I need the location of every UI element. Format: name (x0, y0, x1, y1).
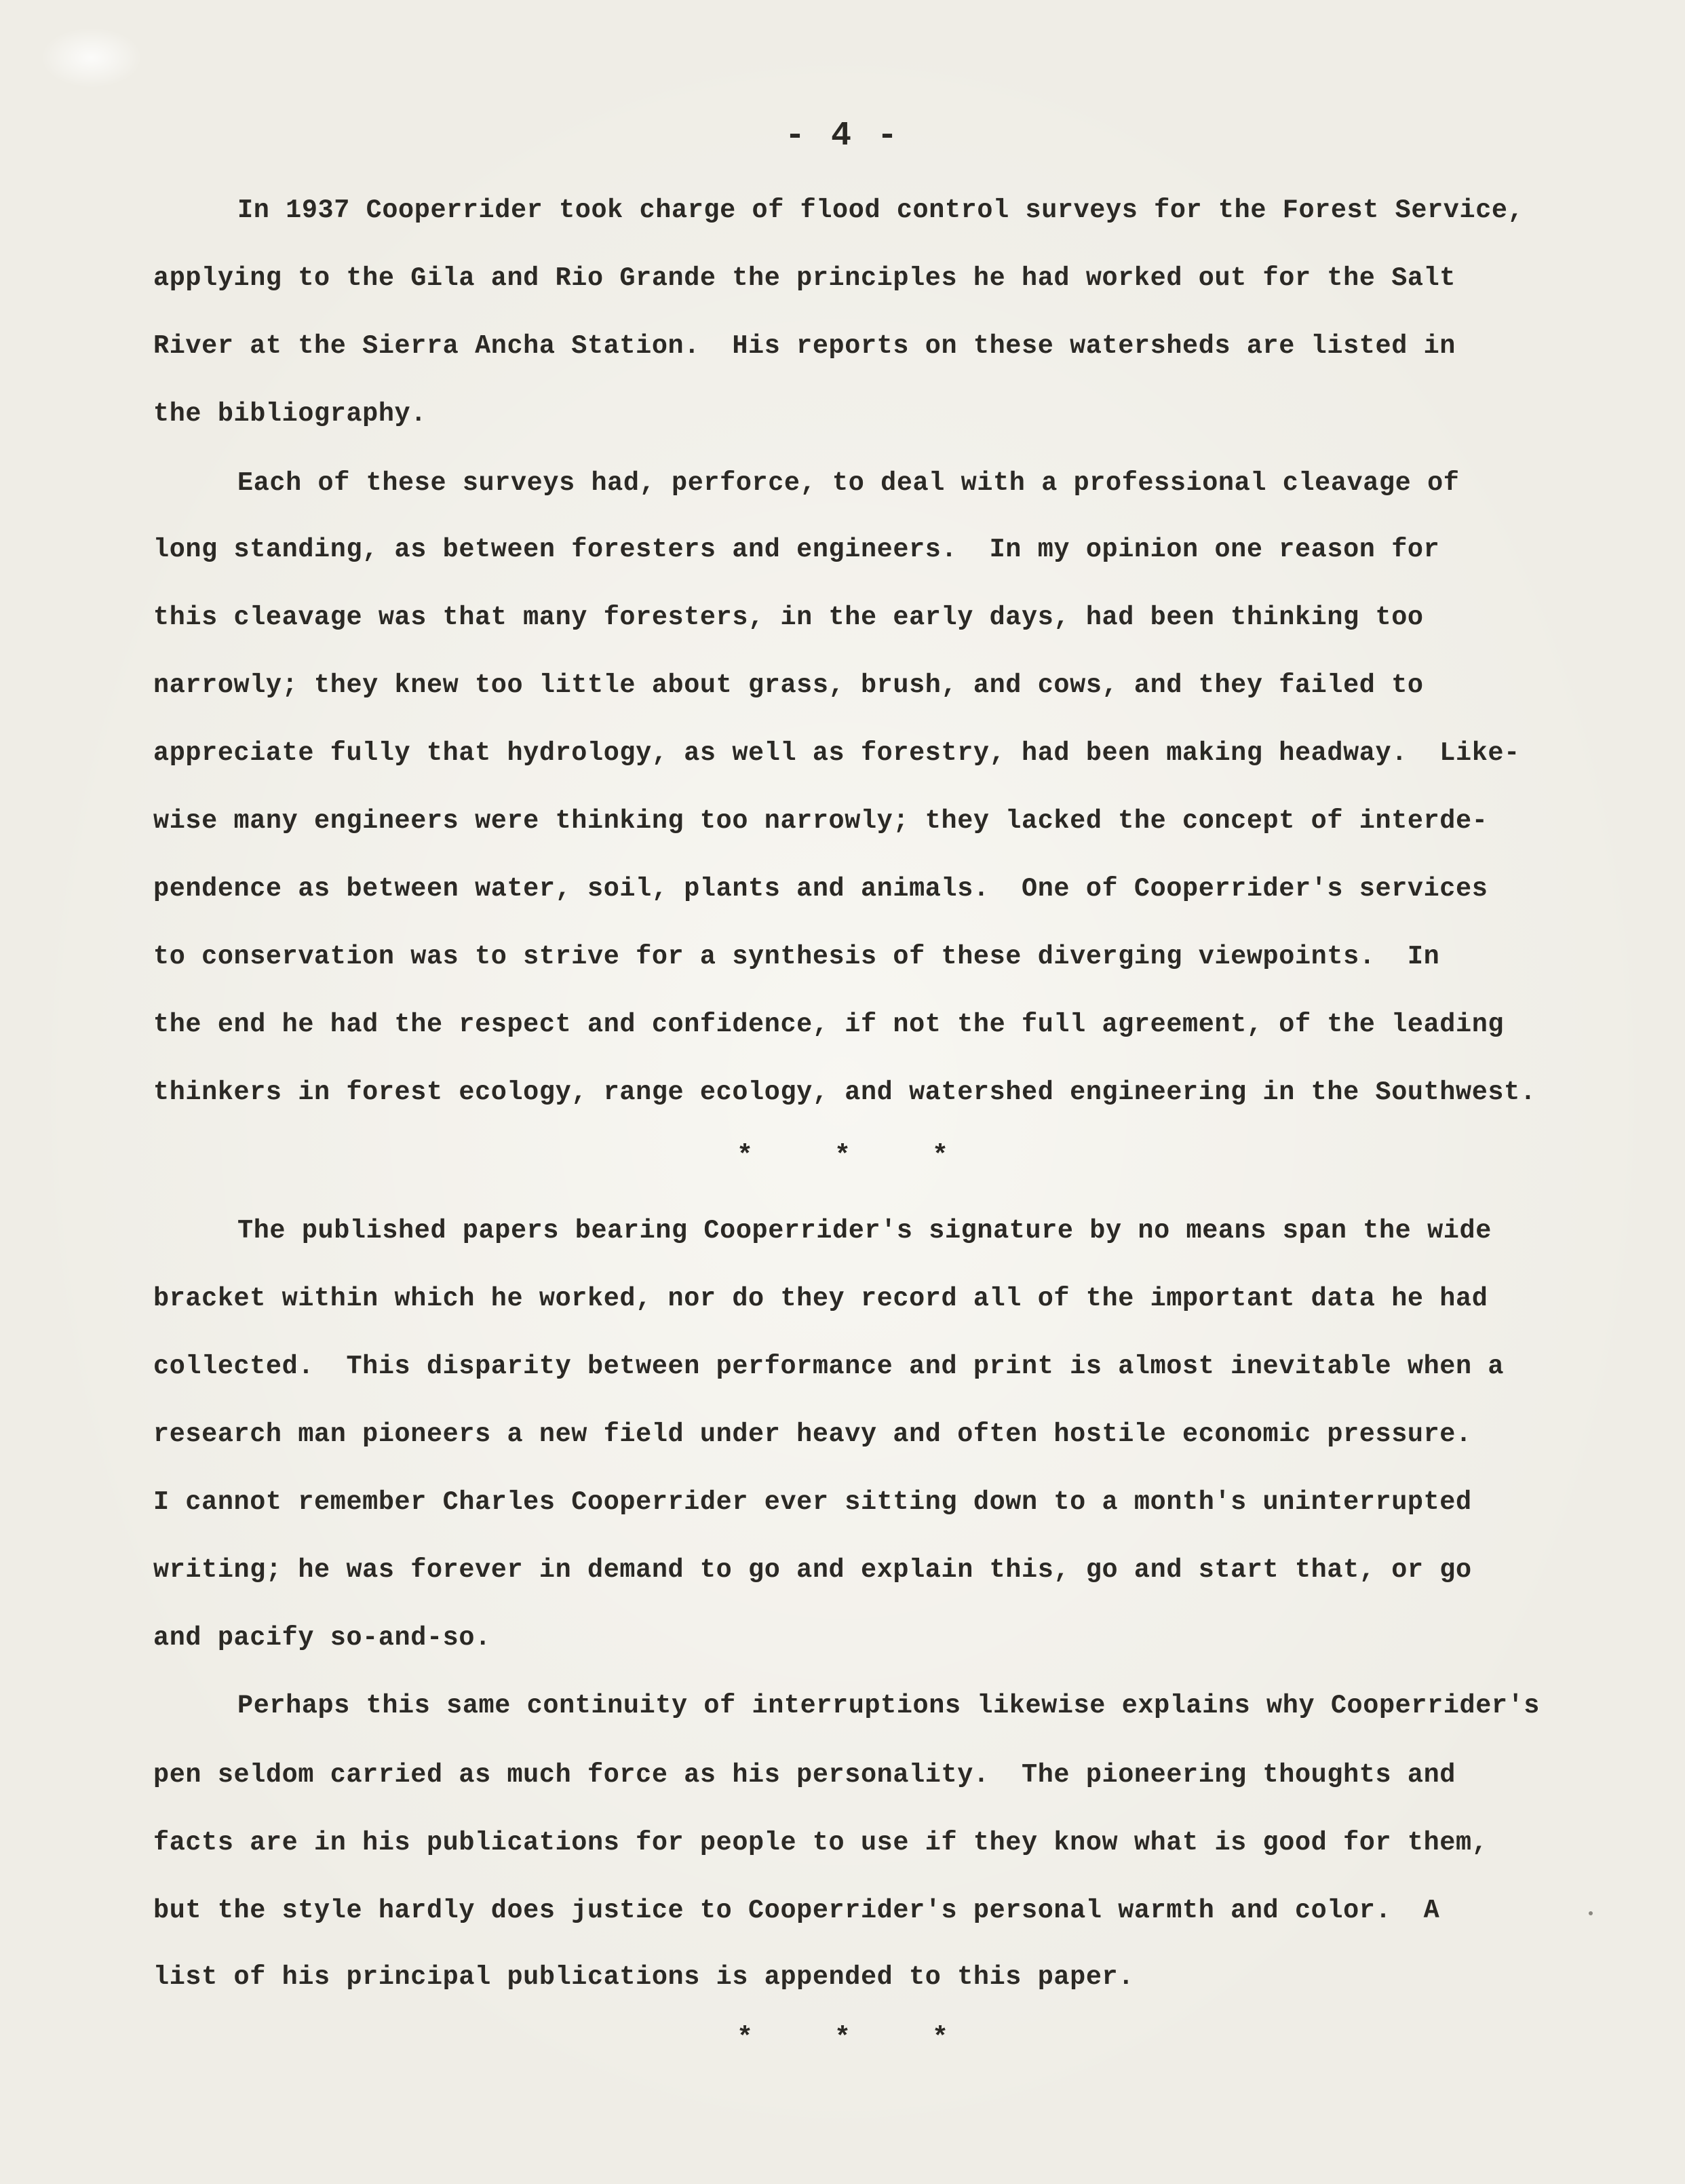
paragraph-4-line-2: pen seldom carried as much force as his personality. The pioneering thoughts and (153, 1760, 1456, 1790)
ink-fleck (1589, 1911, 1593, 1915)
paragraph-2-line-6: wise many engineers were thinking too narrowly; they lacked the concept of interde- (153, 806, 1488, 836)
paragraph-2-line-7: pendence as between water, soil, plants and animals. One of Cooperrider's services (153, 874, 1488, 904)
paragraph-1-line-3: River at the Sierra Ancha Station. His reports on these watersheds are listed in (153, 331, 1456, 361)
paragraph-2-line-5: appreciate fully that hydrology, as well as forestry, had been making headway. Like- (153, 738, 1520, 768)
paragraph-2-line-8: to conservation was to strive for a synthesis of these diverging viewpoints. In (153, 942, 1440, 972)
section-separator-2: * * * (736, 2023, 982, 2054)
paragraph-2-line-9: the end he had the respect and confidence, if not the full agreement, of the leading (153, 1010, 1505, 1039)
paragraph-2-line-10: thinkers in forest ecology, range ecology, and watershed engineering in the Southwest. (153, 1077, 1536, 1107)
page-number: - 4 - (784, 117, 901, 155)
paper-smudge (41, 27, 142, 88)
paragraph-4-line-5: list of his principal publications is appended to this paper. (153, 1962, 1134, 1992)
paragraph-3-line-5: I cannot remember Charles Cooperrider ever sitting down to a month's uninterrupted (153, 1487, 1472, 1517)
paragraph-4-line-1: Perhaps this same continuity of interruptions likewise explains why Cooperrider's (237, 1691, 1541, 1721)
paragraph-3-line-6: writing; he was forever in demand to go and explain this, go and start that, or go (153, 1555, 1472, 1585)
paragraph-2-line-4: narrowly; they knew too little about grass, brush, and cows, and they failed to (153, 670, 1424, 700)
paragraph-1-line-4: the bibliography. (153, 399, 427, 429)
paragraph-1-line-2: applying to the Gila and Rio Grande the principles he had worked out for the Salt (153, 263, 1456, 293)
paragraph-3-line-3: collected. This disparity between performance and print is almost inevitable when a (153, 1352, 1505, 1381)
paragraph-3-line-7: and pacify so-and-so. (153, 1623, 491, 1653)
paragraph-3-line-4: research man pioneers a new field under heavy and often hostile economic pressure. (153, 1419, 1472, 1449)
paragraph-4-line-4: but the style hardly does justice to Cooperrider's personal warmth and color. A (153, 1896, 1440, 1926)
paragraph-2-line-3: this cleavage was that many foresters, in the early days, had been thinking too (153, 602, 1424, 632)
paragraph-4-line-3: facts are in his publications for people to use if they know what is good for them, (153, 1828, 1488, 1858)
paragraph-3-line-2: bracket within which he worked, nor do they record all of the important data he had (153, 1284, 1488, 1314)
paragraph-1-line-1: In 1937 Cooperrider took charge of flood control surveys for the Forest Service, (237, 195, 1524, 225)
section-separator-1: * * * (736, 1141, 982, 1172)
paragraph-2-line-1: Each of these surveys had, perforce, to deal with a professional cleavage of (237, 468, 1460, 498)
paragraph-3-line-1: The published papers bearing Cooperrider's signature by no means span the wide (237, 1216, 1492, 1246)
paragraph-2-line-2: long standing, as between foresters and engineers. In my opinion one reason for (153, 535, 1440, 564)
